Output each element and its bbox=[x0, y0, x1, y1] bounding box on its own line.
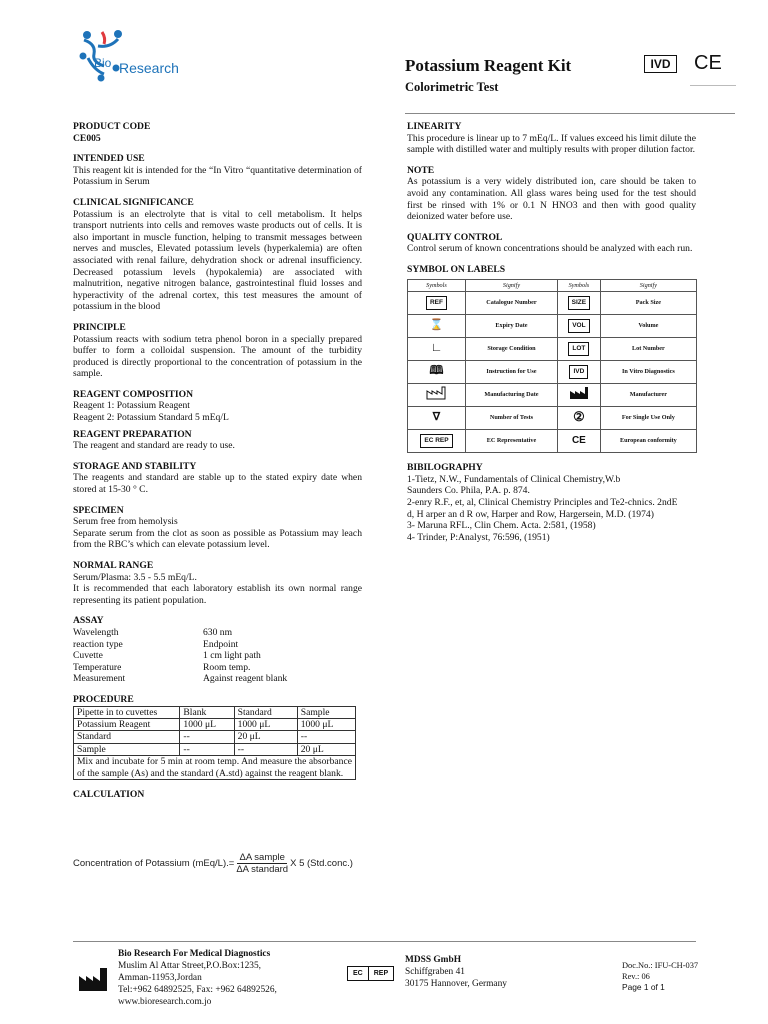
bibliography-heading: BIBILOGRAPHY bbox=[407, 462, 483, 474]
assay-key: Measurement bbox=[73, 673, 126, 685]
normal-range-text: Serum/Plasma: 3.5 - 5.5 mEq/L. bbox=[73, 571, 197, 583]
table-cell: 1000 μL bbox=[180, 718, 234, 730]
logo-research-text: Research bbox=[119, 60, 179, 76]
doc-number: Doc.No.: IFU-CH-037 bbox=[622, 961, 699, 970]
product-code-heading: PRODUCT CODE bbox=[73, 121, 151, 132]
bibliography-item: 1-Tietz, N.W., Fundamentals of Clinical Chemistry,W.b bbox=[407, 473, 621, 485]
company-name: Bio Research For Medical Diagnostics bbox=[118, 949, 271, 959]
bibliography-item: Saunders Co. Phila, P.A. p. 874. bbox=[407, 485, 530, 497]
table-row bbox=[73, 639, 287, 651]
assay-table bbox=[73, 627, 287, 685]
table-row bbox=[73, 673, 287, 685]
storage-heading: STORAGE AND STABILITY bbox=[73, 460, 197, 472]
linearity-text: This procedure is linear up to 7 mEq/L. If values exceed his limit dilute the sample with distilled water and multiply results with proper dilution factor. bbox=[407, 132, 696, 156]
symbol-meaning: Pack Size bbox=[600, 292, 696, 315]
revision: Rev.: 06 bbox=[622, 972, 650, 981]
table-header-cell: Signify bbox=[600, 279, 696, 292]
product-code: CE005 bbox=[73, 132, 101, 144]
footer-divider bbox=[73, 941, 696, 942]
symbol-meaning: Manufacturing Date bbox=[465, 384, 557, 407]
symbol-meaning: Storage Condition bbox=[465, 338, 557, 361]
calculation-heading: CALCULATION bbox=[73, 788, 145, 800]
formula-numerator: ΔA sample bbox=[239, 852, 285, 863]
table-header-cell: Signify bbox=[465, 279, 557, 292]
assay-key: Temperature bbox=[73, 661, 122, 673]
specimen-text: Separate serum from the clot as soon as possible as Potassium may leach from the RBC’s which can elevate potassium level. bbox=[73, 527, 362, 551]
table-header-cell: Pipette in to cuvettes bbox=[74, 706, 180, 718]
normal-range-text: It is recommended that each laboratory establish its own normal range representing its patient population. bbox=[73, 583, 362, 606]
symbol-meaning: Number of Tests bbox=[465, 407, 557, 430]
table-cell: Sample bbox=[74, 743, 180, 755]
logo-figures-icon bbox=[74, 26, 199, 86]
procedure-table bbox=[73, 706, 356, 780]
table-cell: 1000 μL bbox=[234, 718, 297, 730]
note-text: As potassium is a very widely distributed ion, care should be taken to avoid any contamination. All glass wares being used for the test should first be rinsed with 1% or 0.1 N HNO3 and then with good quality deionized water before use. bbox=[407, 176, 696, 223]
vol-symbol: VOL bbox=[568, 319, 589, 333]
specimen-text: Serum free from hemolysis bbox=[73, 516, 178, 528]
right-column bbox=[407, 121, 696, 543]
table-row bbox=[408, 315, 697, 338]
storage-text: The reagents and standard are stable up to the stated expiry date when stored at 15-30 ° C. bbox=[73, 472, 362, 496]
bibliography-item: 2-enry R.F., et, al, Clinical Chemistry Principles and Te2-chnics. 2ndE bbox=[407, 496, 678, 508]
no-reuse-icon: ② bbox=[573, 408, 585, 424]
assay-key: reaction type bbox=[73, 638, 123, 650]
table-row bbox=[408, 338, 697, 361]
ivd-mark: IVD bbox=[644, 55, 677, 73]
assay-heading: ASSAY bbox=[73, 615, 104, 627]
principle-text: Potassium reacts with sodium tetra phenol boron in a specially prepared buffer to form a colloidal suspension. The amount of the turbidity produced is directly proportional to the concentration of potassium in the sample. bbox=[73, 333, 362, 380]
table-cell: 20 μL bbox=[297, 743, 355, 755]
rep-address: 30175 Hannover, Germany bbox=[405, 979, 507, 989]
table-cell: 20 μL bbox=[234, 731, 297, 743]
document-info bbox=[622, 960, 698, 993]
intended-use-text: This reagent kit is intended for the “In Vitro “quantitative determination of Potassium in Serum bbox=[73, 164, 362, 188]
assay-value: 1 cm light path bbox=[203, 650, 261, 662]
size-symbol: SIZE bbox=[568, 296, 590, 310]
left-column bbox=[73, 121, 362, 801]
symbol-meaning: Lot Number bbox=[600, 338, 696, 361]
table-row bbox=[74, 743, 356, 755]
table-cell: -- bbox=[180, 731, 234, 743]
website-link[interactable]: www.bioresearch.com.jo bbox=[118, 997, 212, 1007]
table-row bbox=[408, 407, 697, 430]
address-line: Muslim Al Attar Street,P.O.Box:1235, bbox=[118, 961, 261, 971]
assay-key: Wavelength bbox=[73, 626, 119, 638]
symbol-meaning: For Single Use Only bbox=[600, 407, 696, 430]
table-header-cell: Symbols bbox=[558, 279, 601, 292]
assay-key: Cuvette bbox=[73, 650, 103, 662]
note-heading: NOTE bbox=[407, 164, 435, 176]
clinical-text: Potassium is an electrolyte that is vital to cell metabolism. It helps transport nutrients into cells and removes waste products out of cells. It is also important in muscle function, helping to transmit messages between nerves and muscles, Elevated potassium levels (hyperkalemia) are often associated with renal failure, dehydration shock or adrenal insufficiency. Decreased potassium levels (hypokalemia) are associated with malnutrition, negative nitrogen balance, gastrointestinal fluid losses and hyperactivity of the adrenal cortex, this test measures the amount of potassium in the blood bbox=[73, 208, 362, 313]
assay-value: Against reagent blank bbox=[203, 673, 288, 685]
table-cell: 1000 μL bbox=[297, 718, 355, 730]
table-header-cell: Symbols bbox=[408, 279, 466, 292]
table-cell: -- bbox=[180, 743, 234, 755]
table-cell: -- bbox=[297, 731, 355, 743]
symbol-meaning: Volume bbox=[600, 315, 696, 338]
qc-heading: QUALITY CONTROL bbox=[407, 231, 503, 243]
preparation-heading: REAGENT PREPARATION bbox=[73, 428, 192, 440]
table-cell: Potassium Reagent bbox=[74, 718, 180, 730]
table-row bbox=[408, 384, 697, 407]
page-number: Page 1 of 1 bbox=[622, 982, 665, 992]
calculation-formula bbox=[73, 852, 353, 875]
formula-rhs: X 5 (Std.conc.) bbox=[290, 858, 353, 869]
address-line: Amman-11953,Jordan bbox=[118, 973, 202, 983]
assay-value: 630 nm bbox=[203, 626, 233, 638]
symbol-meaning: Instruction for Use bbox=[465, 361, 557, 384]
divider bbox=[690, 85, 736, 86]
table-row bbox=[73, 627, 287, 639]
table-row bbox=[74, 731, 356, 743]
ec-rep-symbol: EC REP bbox=[420, 434, 452, 448]
contact-line: Tel:+962 64892525, Fax: +962 64892526, bbox=[118, 985, 277, 995]
company-logo bbox=[74, 26, 199, 86]
table-row bbox=[408, 292, 697, 315]
factory-outline-icon bbox=[426, 386, 446, 400]
symbols-heading: SYMBOL ON LABELS bbox=[407, 263, 506, 275]
manufacturer-address bbox=[118, 948, 277, 1008]
table-row bbox=[74, 718, 356, 730]
bibliography-item: d, H arper an d R ow, Harper and Row, Hargersein, M.D. (1974) bbox=[407, 508, 654, 520]
page-title: Potassium Reagent Kit bbox=[405, 56, 572, 75]
ec-rep-box bbox=[347, 966, 394, 981]
symbols-table bbox=[407, 279, 697, 454]
page-subtitle: Colorimetric Test bbox=[405, 80, 499, 94]
lot-symbol: LOT bbox=[568, 342, 589, 356]
rep-address: Schiffgraben 41 bbox=[405, 967, 465, 977]
preparation-text: The reagent and standard are ready to use. bbox=[73, 440, 235, 452]
book-icon: 🕮 bbox=[429, 363, 444, 378]
ce-mark: CE bbox=[694, 52, 722, 74]
symbol-meaning: In Vitro Diagnostics bbox=[600, 361, 696, 384]
procedure-heading: PROCEDURE bbox=[73, 693, 134, 705]
qc-text: Control serum of known concentrations should be analyzed with each run. bbox=[407, 243, 693, 255]
composition-heading: REAGENT COMPOSITION bbox=[73, 388, 194, 400]
symbol-meaning: EC Representative bbox=[465, 430, 557, 453]
table-header-cell: Blank bbox=[180, 706, 234, 718]
composition-item: Reagent 1: Potassium Reagent bbox=[73, 400, 190, 412]
assay-value: Room temp. bbox=[203, 661, 251, 673]
rep-label: REP bbox=[369, 966, 394, 981]
composition-item: Reagent 2: Potassium Standard 5 mEq/L bbox=[73, 412, 229, 424]
linearity-heading: LINEARITY bbox=[407, 121, 462, 132]
formula-fraction bbox=[236, 852, 288, 875]
clinical-heading: CLINICAL SIGNIFICANCE bbox=[73, 196, 194, 208]
formula-lhs: Concentration of Potassium (mEq/L).= bbox=[73, 858, 235, 869]
thermometer-icon: ∟ bbox=[430, 340, 443, 355]
rep-company: MDSS GmbH bbox=[405, 955, 461, 965]
table-row bbox=[408, 361, 697, 384]
symbol-meaning: Expiry Date bbox=[465, 315, 557, 338]
table-header-cell: Standard bbox=[234, 706, 297, 718]
symbol-meaning: Manufacturer bbox=[600, 384, 696, 407]
specimen-heading: SPECIMEN bbox=[73, 504, 124, 516]
logo-bio-text: Bio bbox=[94, 56, 112, 70]
intended-use-heading: INTENDED USE bbox=[73, 153, 145, 165]
sigma-icon: ∇ bbox=[432, 410, 441, 423]
bibliography-item: 4- Trinder, P:Analyst, 76:596, (1951) bbox=[407, 531, 550, 543]
formula-denominator: ΔA standard bbox=[236, 864, 289, 875]
table-row bbox=[73, 662, 287, 674]
normal-range-heading: NORMAL RANGE bbox=[73, 560, 154, 571]
symbol-meaning: Catalogue Number bbox=[465, 292, 557, 315]
table-row bbox=[408, 430, 697, 453]
principle-heading: PRINCIPLE bbox=[73, 321, 126, 333]
procedure-note: Mix and incubate for 5 min at room temp. And measure the absorbance of the sample (As) and the standard (A.std) against the reagent blank. bbox=[74, 756, 356, 780]
ec-label: EC bbox=[347, 966, 369, 981]
table-cell: Standard bbox=[74, 731, 180, 743]
hourglass-icon: ⌛ bbox=[429, 318, 444, 331]
assay-value: Endpoint bbox=[203, 638, 239, 650]
factory-icon bbox=[569, 386, 589, 400]
ce-symbol: CE bbox=[571, 434, 586, 446]
table-row bbox=[74, 756, 356, 780]
ref-symbol: REF bbox=[426, 296, 447, 310]
manufacturer-icon bbox=[78, 966, 110, 992]
divider bbox=[405, 113, 735, 114]
table-row bbox=[73, 650, 287, 662]
table-header-row bbox=[408, 279, 697, 292]
table-cell: -- bbox=[234, 743, 297, 755]
ec-representative bbox=[405, 954, 507, 990]
table-header-cell: Sample bbox=[297, 706, 355, 718]
bibliography-item: 3- Maruna RFL., Clin Chem. Acta. 2:581, (1958) bbox=[407, 520, 596, 532]
ivd-symbol: IVD bbox=[569, 365, 588, 379]
table-header-row bbox=[74, 706, 356, 718]
symbol-meaning: European conformity bbox=[600, 430, 696, 453]
